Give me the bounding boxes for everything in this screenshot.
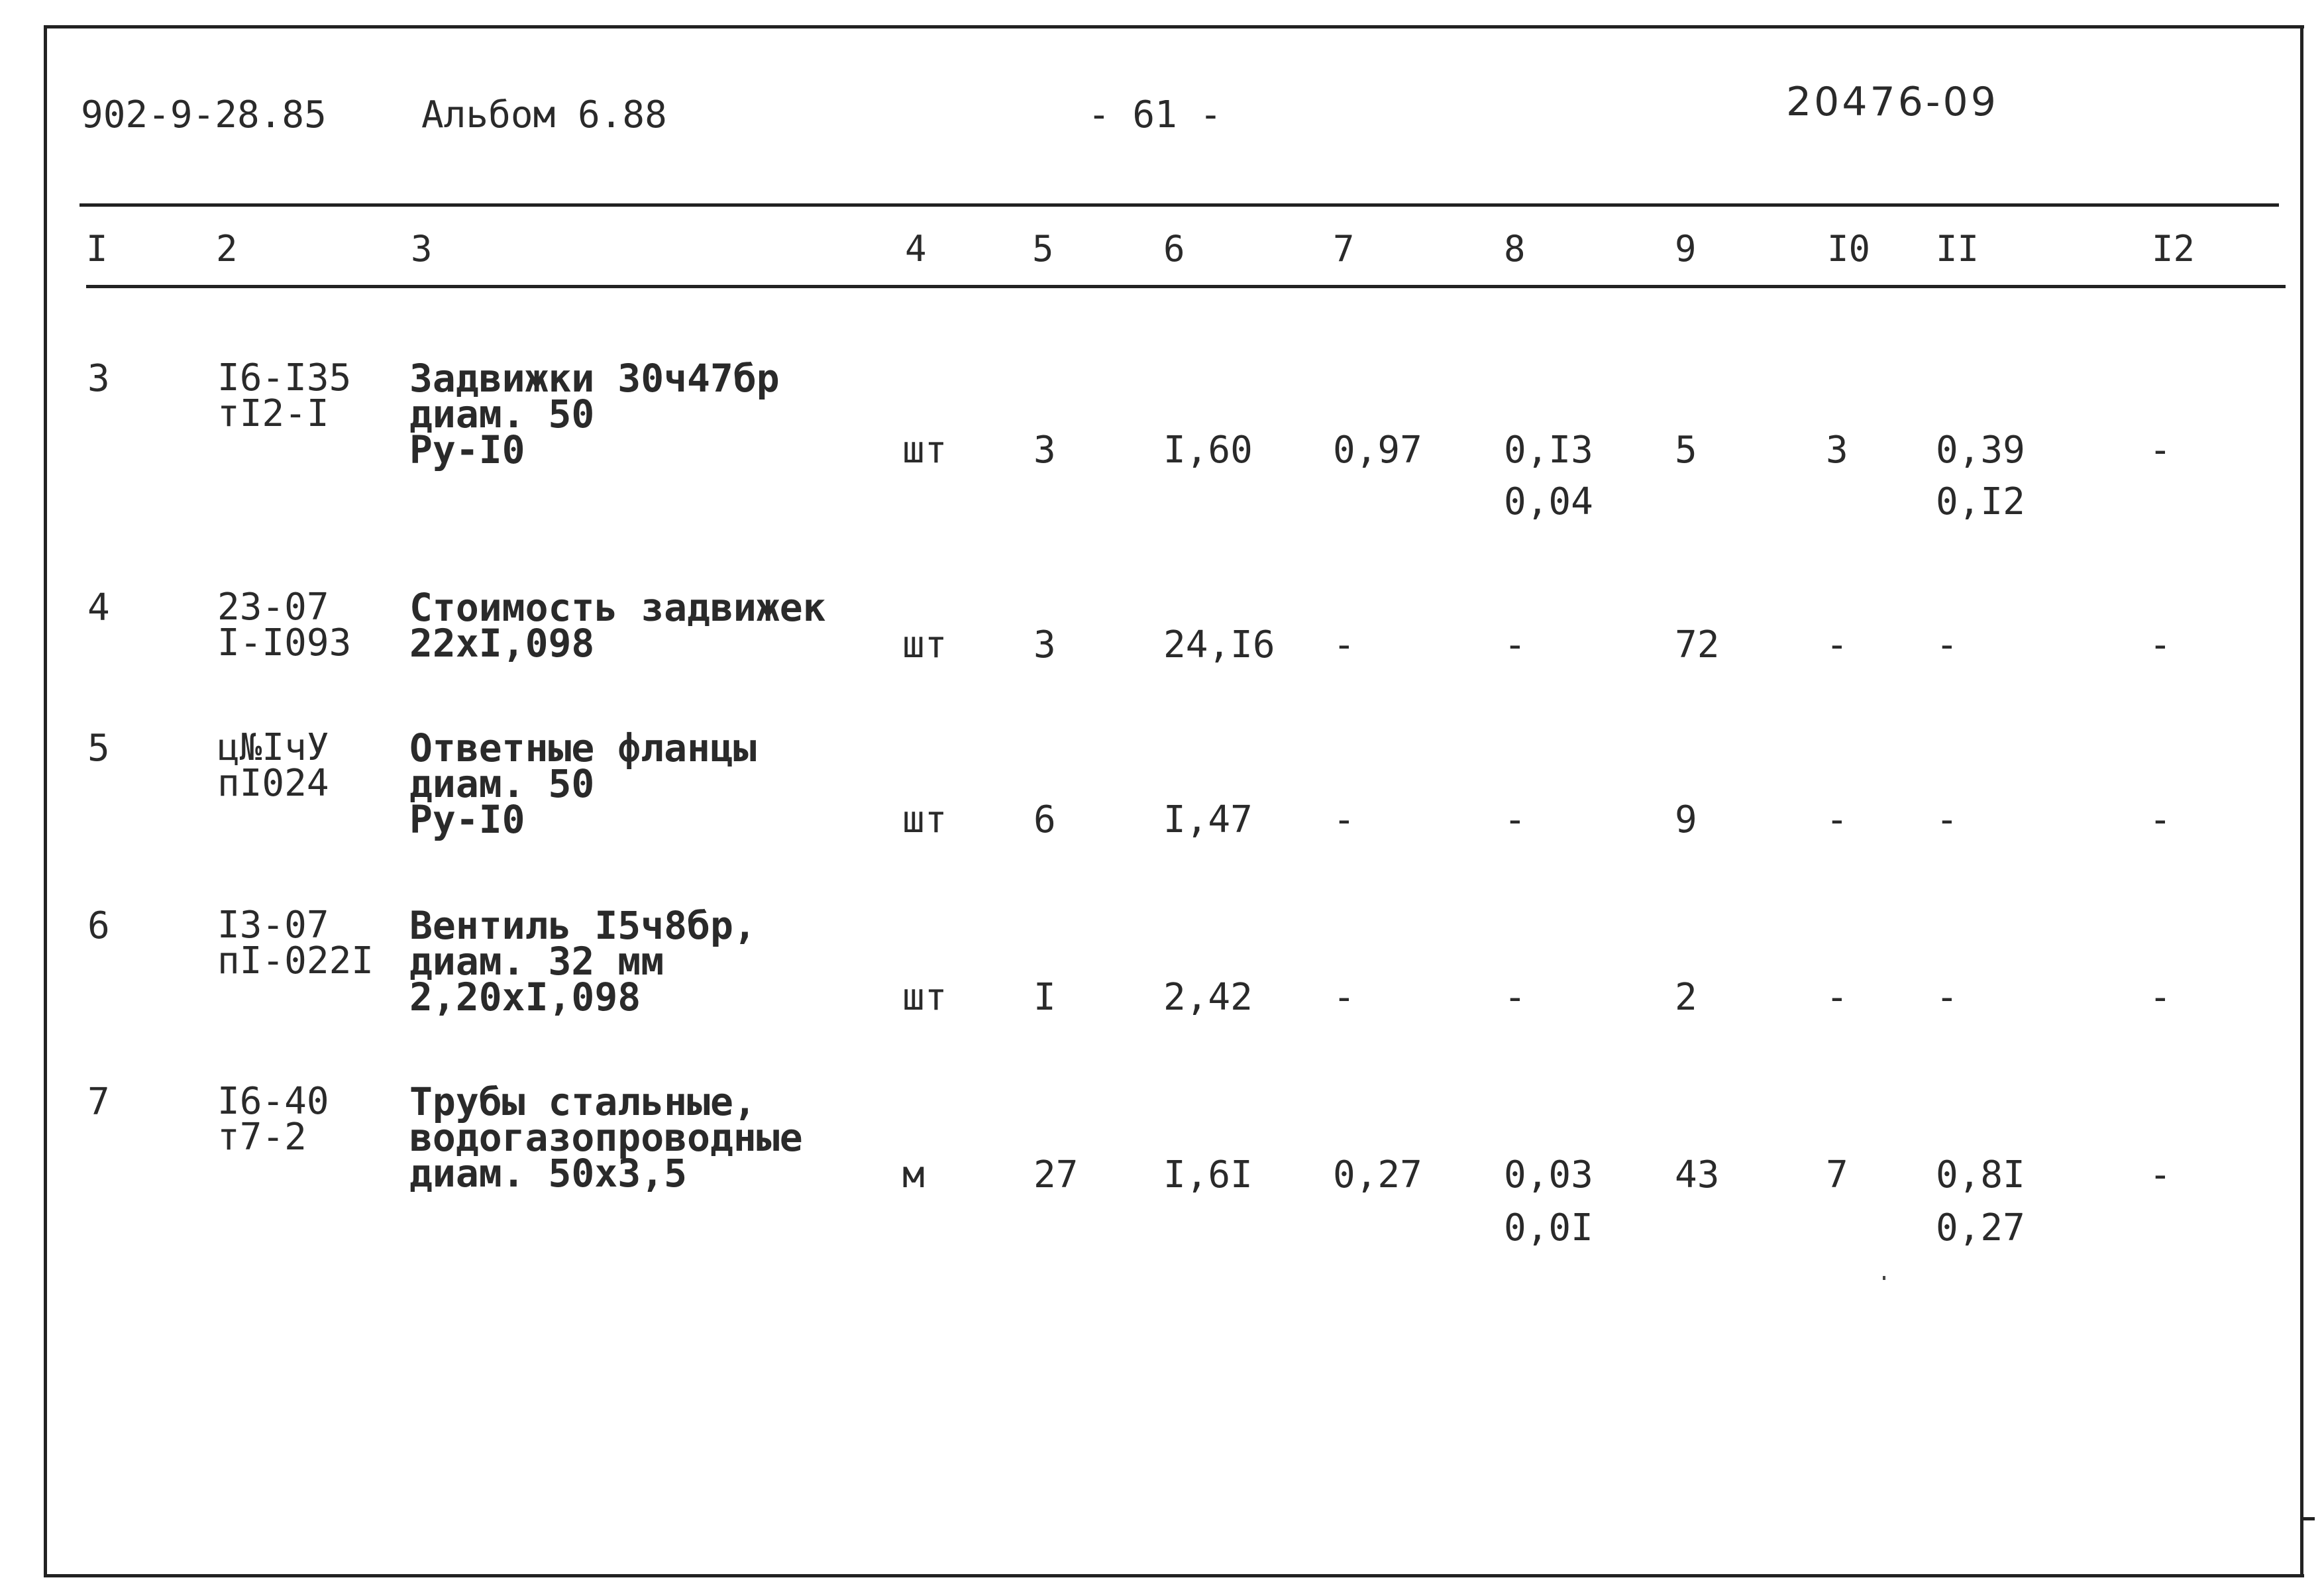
table-row-col8: - [1504,623,1526,666]
table-row-col12: - [2149,623,2172,666]
table-row-col7: - [1333,623,1355,666]
border-tick-mark [2300,1517,2315,1520]
table-row-quantity: 6 [1033,798,1056,841]
table-row-code: 23-07 I-I093 [217,586,352,664]
table-row-description: Ответные фланцы диам. 50 Ру-I0 [409,725,757,842]
table-row-unit: шт [902,623,947,666]
table-row-col8: - [1504,976,1526,1019]
table-row-col7: 0,97 [1333,429,1422,472]
table-row-col12: - [2149,798,2172,841]
table-row-unit: м [902,1153,925,1196]
table-row-unit: шт [902,798,947,841]
album-label: Альбом 6.88 [421,93,667,136]
table-row-col10: 7 [1826,1153,1848,1196]
table-row-number: 7 [87,1081,110,1124]
table-row-col9: 2 [1675,976,1697,1019]
table-row-number: 3 [87,357,110,400]
table-row-col10: - [1826,798,1848,841]
table-row-code: ц№IчУ пI024 [217,726,329,805]
table-row-col11: 0,39 [1936,429,2025,472]
column-header-6: 6 [1163,228,1185,270]
table-row-price: 2,42 [1163,976,1253,1019]
table-row-col11: - [1936,976,1958,1019]
column-header-1: I [86,228,108,270]
table-row-col8: - [1504,798,1526,841]
table-row-col8: 0,03 [1504,1153,1593,1196]
table-row-col9: 5 [1675,429,1697,472]
table-row-number: 4 [87,586,110,629]
column-header-11: II [1936,228,1980,270]
table-row-code: I6-I35 тI2-I [217,356,352,435]
handwritten-code: 20476-09 [1786,79,1999,125]
table-row-price: I,6I [1163,1153,1253,1196]
column-header-5: 5 [1032,228,1054,270]
table-row-col10: - [1826,976,1848,1019]
table-row-col8: 0,I3 [1504,429,1593,472]
column-header-8: 8 [1504,228,1526,270]
table-row-col11-sub: 0,27 [1936,1206,2025,1249]
table-row-col12: - [2149,976,2172,1019]
table-row-col12: - [2149,1153,2172,1196]
column-header-12: I2 [2152,228,2195,270]
column-header-3: 3 [411,228,433,270]
table-row-col8-sub: 0,04 [1504,480,1593,523]
table-row-col7: 0,27 [1333,1153,1422,1196]
table-row-code: I3-07 пI-022I [217,904,374,982]
table-row-col9: 43 [1675,1153,1720,1196]
table-row-quantity: 27 [1033,1153,1079,1196]
column-header-divider [86,285,2286,288]
column-header-9: 9 [1675,228,1697,270]
column-header-10: I0 [1827,228,1871,270]
page-border-top [44,25,2304,28]
table-row-col12: - [2149,429,2172,472]
table-row-col9: 9 [1675,798,1697,841]
table-row-col11: - [1936,623,1958,666]
table-row-col10: 3 [1826,429,1848,472]
column-header-4: 4 [905,228,927,270]
table-row-price: I,60 [1163,429,1253,472]
table-row-col7: - [1333,976,1355,1019]
column-header-7: 7 [1333,228,1355,270]
table-row-unit: шт [902,429,947,472]
table-row-col7: - [1333,798,1355,841]
table-row-description: Трубы стальные, водогазопроводные диам. 50x3,5 [409,1079,803,1196]
document-number: 902-9-28.85 [81,93,327,136]
table-row-col8-sub: 0,0I [1504,1206,1593,1249]
table-row-description: Задвижки 30ч47бр диам. 50 Ру-I0 [409,356,780,472]
table-row-col9: 72 [1675,623,1720,666]
table-row-col10: - [1826,623,1848,666]
scan-speck [1883,1276,1885,1280]
table-row-col11: 0,8I [1936,1153,2025,1196]
page-border-right [2300,25,2303,1577]
table-row-unit: шт [902,976,947,1019]
table-row-description: Вентиль I5ч8бр, диам. 32 мм 2,20xI,098 [409,903,757,1020]
table-row-number: 6 [87,904,110,947]
column-header-2: 2 [216,228,238,270]
table-row-price: 24,I6 [1163,623,1275,666]
table-row-quantity: 3 [1033,623,1056,666]
page-border-left [44,25,47,1577]
table-row-description: Стоимость задвижек 22xI,098 [409,585,826,666]
table-row-col11-sub: 0,I2 [1936,480,2025,523]
table-row-quantity: I [1033,976,1056,1019]
table-row-price: I,47 [1163,798,1253,841]
header-divider [79,203,2279,207]
table-row-col11: - [1936,798,1958,841]
page-border-bottom [44,1574,2304,1577]
table-row-quantity: 3 [1033,429,1056,472]
table-row-number: 5 [87,727,110,770]
table-row-code: I6-40 т7-2 [217,1080,329,1159]
page-number: - 61 - [1088,93,1222,136]
